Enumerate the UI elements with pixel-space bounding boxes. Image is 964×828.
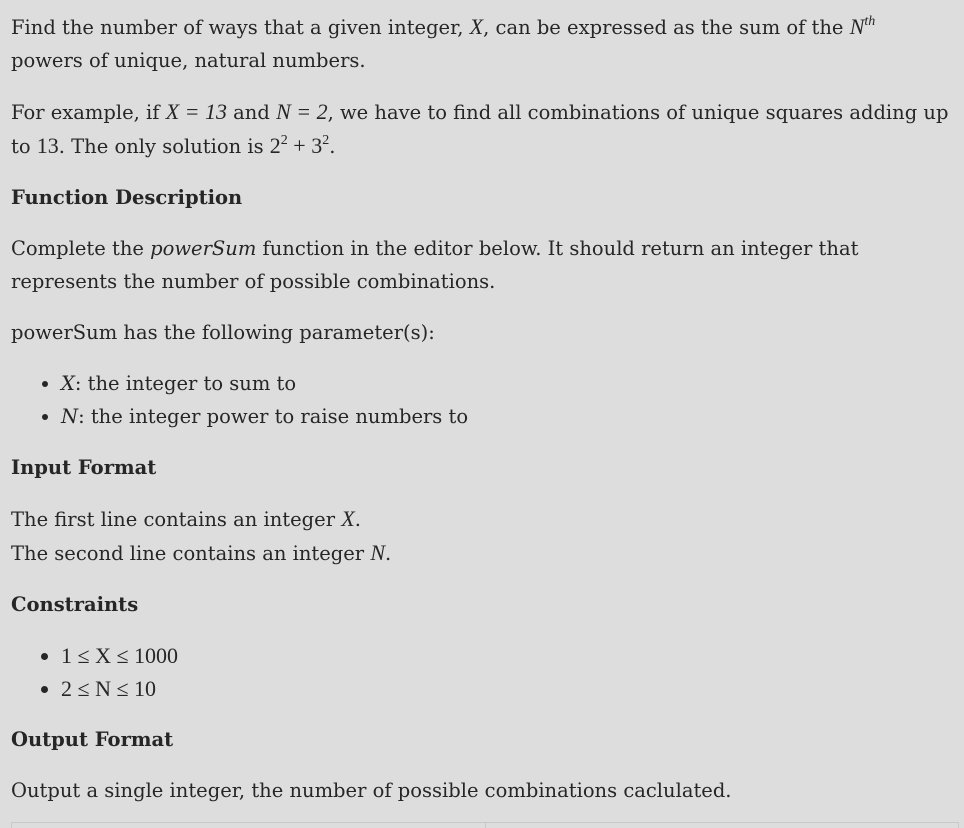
input-format-heading: Input Format bbox=[11, 456, 157, 479]
math-var-n: N bbox=[370, 540, 385, 565]
output-format-heading: Output Format bbox=[11, 728, 174, 751]
math-base: 2 bbox=[269, 133, 281, 158]
math-exponent: 2 bbox=[322, 132, 330, 148]
example-text: , we have to find all combinations of unique squares adding up to bbox=[11, 101, 949, 158]
math-operator: + bbox=[287, 133, 312, 158]
math-expression: X = 13 bbox=[165, 99, 227, 124]
list-item: • 1 ≤ X ≤ 1000 bbox=[61, 639, 953, 672]
math-superscript-th: th bbox=[864, 13, 876, 29]
math-expression: N = 2 bbox=[276, 99, 328, 124]
params-list bbox=[11, 367, 953, 433]
function-description-paragraph bbox=[11, 232, 953, 298]
constraints-list bbox=[11, 639, 953, 705]
math-var-x: X bbox=[341, 506, 355, 531]
math-exponent: 2 bbox=[280, 132, 288, 148]
sample-table-edge bbox=[11, 822, 959, 828]
description-text: Complete the bbox=[11, 237, 151, 260]
function-description-heading: Function Description bbox=[11, 186, 243, 209]
intro-text: , can be expressed as the sum of the bbox=[483, 16, 850, 39]
input-text: The second line contains an integer bbox=[11, 542, 371, 565]
table-divider bbox=[485, 823, 486, 828]
math-number: 13 bbox=[36, 133, 59, 158]
math-equation-x bbox=[166, 99, 227, 124]
list-item: • 2 ≤ N ≤ 10 bbox=[61, 672, 953, 705]
math-base: 3 bbox=[311, 133, 323, 158]
param-name: N bbox=[61, 405, 79, 428]
math-var-x: X bbox=[469, 14, 484, 39]
description-text: function in the editor below. It should return an integer that represents the number of possible combinations. bbox=[11, 237, 859, 293]
intro-text: Find the number of ways that a given integer, bbox=[11, 16, 470, 39]
list-item bbox=[61, 400, 953, 433]
example-text: . bbox=[329, 135, 336, 158]
math-var-n: N bbox=[849, 14, 865, 39]
param-desc: : the integer power to raise numbers to bbox=[78, 405, 469, 428]
list-item bbox=[61, 367, 953, 400]
input-text: . bbox=[354, 508, 361, 531]
output-format-paragraph: Output a single integer, the number of possible combinations caclulated. bbox=[11, 779, 732, 802]
math-equation-n bbox=[276, 99, 328, 124]
input-text: . bbox=[385, 542, 392, 565]
example-paragraph bbox=[11, 95, 953, 163]
example-text: . The only solution is bbox=[58, 135, 270, 158]
params-intro: powerSum has the following parameter(s): bbox=[11, 321, 435, 344]
input-format-paragraph bbox=[11, 502, 953, 570]
example-text: For example, if bbox=[11, 101, 166, 124]
input-text: The first line contains an integer bbox=[11, 508, 342, 531]
example-text: and bbox=[226, 101, 277, 124]
param-desc: : the integer to sum to bbox=[74, 372, 297, 395]
constraints-heading: Constraints bbox=[11, 593, 139, 616]
input-line-1 bbox=[11, 502, 953, 536]
param-name: X bbox=[61, 372, 75, 395]
function-name: powerSum bbox=[150, 237, 257, 260]
intro-paragraph bbox=[11, 10, 953, 77]
input-line-2 bbox=[11, 536, 953, 570]
intro-text: powers of unique, natural numbers. bbox=[11, 49, 366, 72]
